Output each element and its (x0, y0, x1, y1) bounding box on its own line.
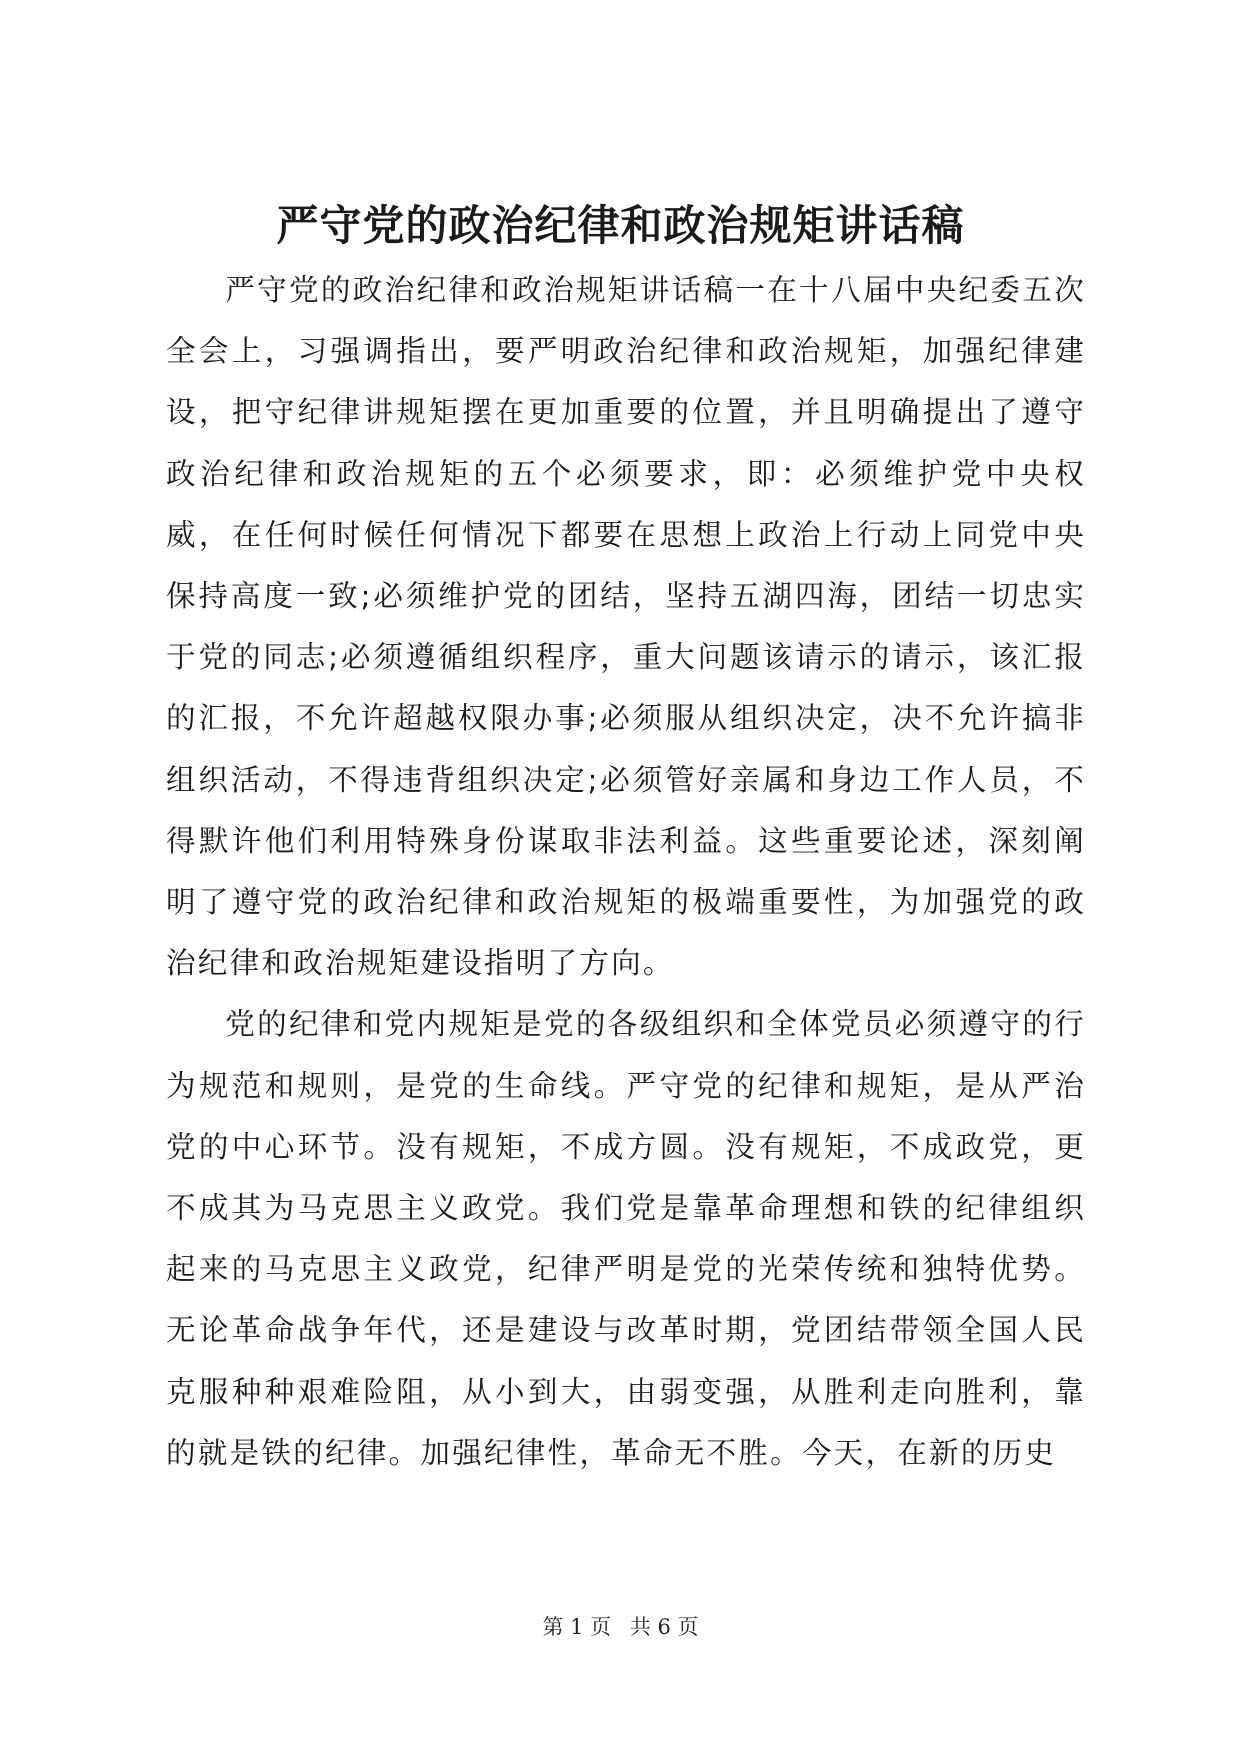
paragraph-2: 党的纪律和党内规矩是党的各级组织和全体党员必须遵守的行为规范和规则，是党的生命线。严守党的纪律和规矩，是从严治党的中心环节。没有规矩，不成方圆。没有规矩，不成政党，更不成其为马克思主义政党。我们党是靠革命理想和铁的纪律组织起来的马克思主义政党，纪律严明是党的光荣传统和独特优势。无论革命战争年代，还是建设与改革时期，党团结带领全国人民克服种种艰难险阻，从小到大，由弱变强，从胜利走向胜利，靠的就是铁的纪律。加强纪律性，革命无不胜。今天，在新的历史 (166, 1007, 1086, 1470)
paragraph-1: 严守党的政治纪律和政治规矩讲话稿一在十八届中央纪委五次全会上，习强调指出，要严明政治纪律和政治规矩，加强纪律建设，把守纪律讲规矩摆在更加重要的位置，并且明确提出了遵守政治纪律和政治规矩的五个必须要求，即：必须维护党中央权威，在任何时候任何情况下都要在思想上政治上行动上同党中央保持高度一致;必须维护党的团结，坚持五湖四海，团结一切忠实于党的同志;必须遵循组织程序，重大问题该请示的请示，该汇报的汇报，不允许超越权限办事;必须服从组织决定，决不允许搞非组织活动，不得违背组织决定;必须管好亲属和身边工作人员，不得默许他们利用特殊身份谋取非法利益。这些重要论述，深刻阐明了遵守党的政治纪律和政治规矩的极端重要性，为加强党的政治纪律和政治规矩建设指明了方向。 (166, 273, 1086, 981)
page-number: 第 1 页 (542, 1615, 612, 1639)
document-body (166, 260, 1086, 1484)
page-footer (0, 1612, 1241, 1642)
document-title: 严守党的政治纪律和政治规矩讲话稿 (276, 201, 965, 250)
page-total: 共 6 页 (629, 1615, 699, 1639)
